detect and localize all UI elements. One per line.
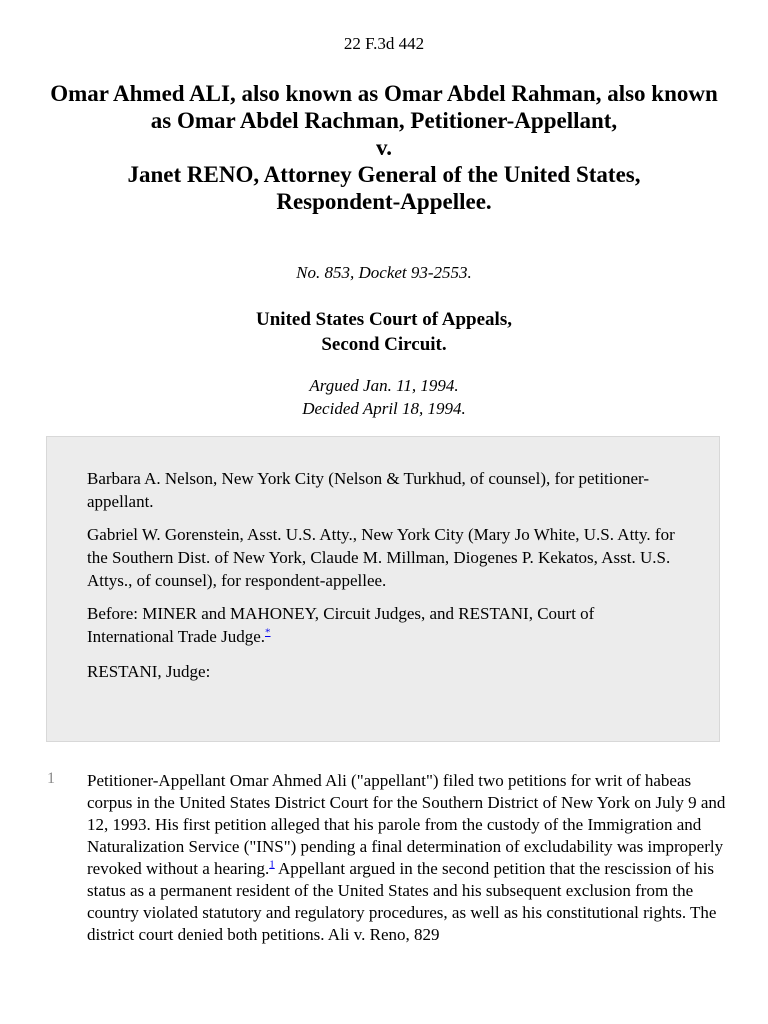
caption-line-1: Omar Ahmed ALI, also known as Omar Abdel Rahman, also known <box>50 81 718 106</box>
case-dates <box>0 374 768 420</box>
citation: 22 F.3d 442 <box>343 34 425 53</box>
court-name <box>0 307 768 357</box>
paragraph-number: 1 <box>47 770 55 787</box>
decided-date: Decided April 18, 1994. <box>302 399 466 418</box>
argued-date: Argued Jan. 11, 1994. <box>309 376 459 395</box>
paragraph-text <box>87 770 727 946</box>
court-name-line: United States Court of Appeals, <box>256 309 512 330</box>
petitioner-counsel: Barbara A. Nelson, New York City (Nelson & Turkhud, of counsel), for petitioner-appellant. <box>87 469 650 511</box>
counsel-box <box>46 436 720 742</box>
paragraph-text-part-1: Petitioner-Appellant Omar Ahmed Ali ("appellant") filed two petitions for writ of habeas corpus in the United States District Court for the Southern District of New York on July 9 and 12, 1993. His first petition alleged that his parole from the custody of the Immigration and Naturalization Service ("INS") pending a final determination of excludability was improperly revoked without a hearing. <box>87 771 726 878</box>
docket-number: No. 853, Docket 93-2553. <box>296 263 472 282</box>
panel-before <box>87 602 679 648</box>
caption-versus: v. <box>376 135 392 160</box>
caption-line-4: Respondent-Appellee. <box>276 189 492 214</box>
judge-author: RESTANI, Judge: <box>87 662 211 681</box>
footnote-link-star[interactable]: * <box>265 626 271 639</box>
respondent-counsel: Gabriel W. Gorenstein, Asst. U.S. Atty., New York City (Mary Jo White, U.S. Atty. for the Southern Dist. of New York, Claude M. Millman, Diogenes P. Kekatos, Asst. U.S. Attys., of counsel), for respondent-appellee. <box>87 525 675 590</box>
paragraph-text-part-2: Appellant argued in the second petition that the rescission of his status as a permanent resident of the United States and his subsequent exclusion from the country violated statutory and regulatory procedures, as well as his constitutional rights. The district court denied both petitions. Ali v. Reno, 829 <box>87 859 717 944</box>
caption-line-3: Janet RENO, Attorney General of the United States, <box>127 162 641 187</box>
footnote-link-1[interactable]: 1 <box>269 858 275 871</box>
case-caption <box>40 80 728 215</box>
panel-before-text: Before: MINER and MAHONEY, Circuit Judges, and RESTANI, Court of International Trade Judge. <box>87 604 595 646</box>
caption-line-2: as Omar Abdel Rachman, Petitioner-Appellant, <box>150 108 618 133</box>
court-circuit-line: Second Circuit. <box>321 334 447 355</box>
